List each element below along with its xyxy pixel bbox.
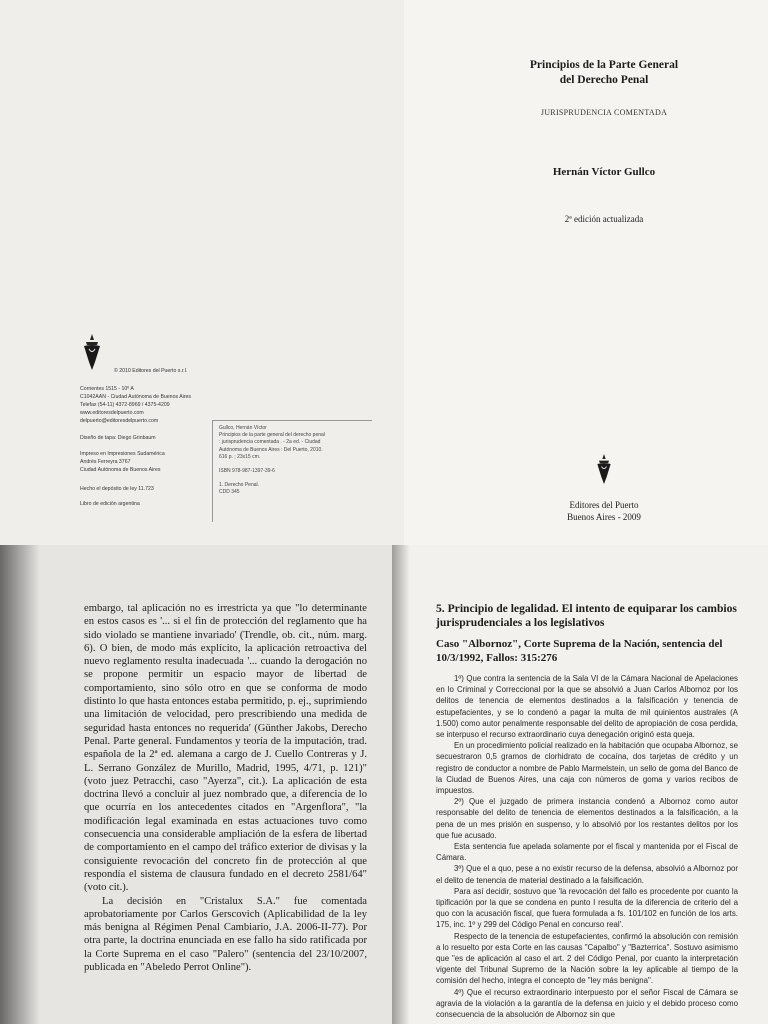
- legal-deposit: Hecho el depósito de ley 11.723: [80, 486, 154, 492]
- section-heading: 5. Principio de legalidad. El intento de equiparar los cambios jurisprudenciales a los legislativos: [436, 602, 737, 629]
- copyright-line: © 2010 Editores del Puerto s.r.l.: [114, 368, 188, 374]
- page-shadow: [0, 545, 40, 1024]
- cip-line: 616 p. ; 23x15 cm.: [219, 453, 261, 460]
- publisher-logo: [80, 332, 104, 372]
- title-page: [404, 0, 768, 545]
- paragraph: 2º) Que el juzgado de primera instancia condenó a Albornoz como autor responsable del delito de tenencia de elementos destinados a la falsificación, a la pena de un mes prisión en suspenso, y lo absolvió por los restantes delitos por los que fue acusado.: [436, 797, 738, 840]
- address-line: Telefax (54-11) 4372-8969 / 4375-4209: [80, 402, 170, 408]
- book-edition: 2ª edición actualizada: [564, 214, 644, 224]
- paragraph: 4º) Que el recurso extraordinario interpuesto por el señor Fiscal de Cámara se agravia de la violación a la garantía de la defensa en juicio y el debido proceso como consecuencia de la absolución de Albornoz sin que: [436, 987, 738, 1020]
- case-title: Caso "Albornoz", Corte Suprema de la Nación, sentencia del 10/3/1992, Fallos: 315:276: [436, 638, 723, 664]
- paragraph: 1º) Que contra la sentencia de la Sala VI de la Cámara Nacional de Apelaciones en lo Criminal y Correccional por la que se absolvió a Juan Carlos Albornoz por los delitos de tenencia de elementos destinados a la falsificación y tenencia de estupefacientes, y se lo condenó a pagar la multa de mil quinientos australes (A 1.500) como autor penalmente responsable del delito de apropiación de cosa perdida, se interpuso el recurso extraordinario cuya denegación originó esta queja.: [436, 674, 738, 740]
- paragraph: En un procedimiento policial realizado en la habitación que ocupaba Albornoz, se secuestraron 0,5 gramos de clorhidrato de cocaína, dos tarjetas de crédito y un registro de conductor a nombre de Pablo Marmelstein, un sello de goma del Banco de la Ciudad de Buenos Aires, una caja con números de goma y varios recibos de impuestos.: [436, 741, 738, 796]
- paragraph: embargo, tal aplicación no es irrestricta ya que "lo determinante en estos casos es '... si el fin de protección del reglamento que ha sido violado se mantiene invariado' (Trendle, ob. cit., núm. marg. 6). O bien, de modo más explícito, la aplicación retroactiva del nuevo reglamento resulta inadecuada '... cuando la derogación no se propone permitir un espacio mayor de libertad de comportamiento, sino sólo otro en que se conforma de modo distinto lo que hasta entonces estaba permitido, p. ej., suprimiendo una limitación de velocidad, pero prescribiendo una medida de seguridad hasta entonces no requerida' (Günther Jakobs, Derecho Penal. Parte general. Fundamentos y teoría de la imputación, trad. española de la 2ª ed. alemana a cargo de J. Cuello Contreras y J. L. Serrano González de Murillo, Madrid, 1995, 4/71, p. 121)" (voto juez Petracchi, caso "Ayerza", cit.). La aplicación de esta doctrina llevó a concluir al juez nombrado que, a diferencia de lo que ocurría en los antecedentes citados en "Argenflora", "la modificación legal examinada en estas actuaciones tuvo como consecuencia una considerable ampliación de la esfera de libertad de comportamiento en el campo del tráfico exterior de divisas y la consiguiente revocación del concreto fin de protección al que respondía el sistema de clausura fundado en el decreto 2581/64" (voto cit.).: [84, 603, 367, 894]
- paragraph: Para así decidir, sostuvo que 'la revocación del fallo es procedente por cuanto la tipificación por la que se condena en punto I resulta de la diferencia de criterio del a quo con la acusación fiscal, que fuera formulada a fs. 101/102 en función de los arts. 175, inc. 1º y 299 del Código Penal en concurso real'.: [436, 886, 738, 930]
- left-page-text: [84, 602, 367, 974]
- cover-design-credit: Diseño de tapa: Diego Grinbaum: [80, 435, 156, 441]
- printing-line: Impreso en Impresiones Sudamérica: [80, 451, 165, 457]
- cip-line: Gullco, Hernán Víctor: [219, 425, 267, 431]
- paragraph: 3º) Que el a quo, pese a no existir recurso de la defensa, absolvió a Albornoz por el delito de tenencia de material destinado a la falsificación.: [436, 864, 738, 885]
- address-line: delpuerto@editoresdelpuerto.com: [80, 418, 159, 424]
- printing-block: [80, 450, 165, 474]
- cip-line: : jurisprudencia comentada . - 2a ed. - Ciudad: [219, 439, 321, 446]
- cip-line: Principios de la parte general del derecho penal: [219, 432, 325, 439]
- cip-line: 1. Derecho Penal.: [219, 482, 260, 489]
- address-line: C1042AAN - Ciudad Autónoma de Buenos Aires: [80, 394, 192, 400]
- book-title: [494, 58, 714, 88]
- address-line: Corrientes 1515 - 10º A: [80, 386, 134, 392]
- publisher-logo: [594, 452, 614, 486]
- paragraph: La decisión en "Cristalux S.A." fue comentada aprobatoriamente por Carlos Gerscovich (Aplicabilidad de la ley más benigna al Régimen Penal Cambiario, J.A. 2006-II-77). Por otra parte, la doctrina enunciada en ese fallo ha sido ratificada por la Corte Suprema en el caso "Palero" (sentencia del 23/10/2007, publicada en "Abeledo Perrot Online").: [84, 895, 367, 974]
- cip-record: [212, 420, 372, 522]
- case-text: [436, 673, 738, 1020]
- book-title-line: del Derecho Penal: [559, 74, 649, 86]
- cip-isbn: ISBN 978-987-1397-39-6: [219, 468, 275, 475]
- paragraph: Respecto de la tenencia de estupefacientes, confirmó la absolución con remisión a lo resuelto por esta Corte en las causas "Capalbo" y "Bazterrica". Sostuvo asimismo que "es de aplicación al caso el art. 2 del Código Penal, por cuanto la interpretación vigente del Tribunal Supremo de la Nación sobre la ley aplicable al tiempo de la comisión del hecho, integra el concepto de "ley más benigna".: [436, 931, 738, 986]
- printing-line: Ciudad Autónoma de Buenos Aires: [80, 467, 161, 473]
- cip-line: CDD 345: [219, 489, 240, 496]
- publisher-name: Editores del Puerto: [569, 500, 639, 510]
- address-block: [80, 385, 191, 425]
- edition-origin: Libro de edición argentina: [80, 501, 140, 507]
- text-page-left: [0, 545, 392, 1024]
- book-author: Hernán Víctor Gullco: [552, 166, 656, 178]
- paragraph: Esta sentencia fue apelada solamente por el fiscal y mantenida por el Fiscal de Cámara.: [436, 842, 738, 863]
- cip-line: Autónoma de Buenos Aires : Del Puerto, 2010.: [219, 446, 323, 453]
- book-subtitle: JURISPRUDENCIA COMENTADA: [540, 108, 668, 117]
- gutter-shadow: [392, 545, 410, 1024]
- book-title-line: Principios de la Parte General: [529, 59, 679, 71]
- printing-line: Andrés Ferreyra 3767: [80, 459, 131, 465]
- text-page-right: [392, 545, 768, 1024]
- copyright-page: [0, 0, 404, 545]
- publisher-place-year: Buenos Aires - 2009: [567, 512, 641, 522]
- address-line: www.editoresdelpuerto.com: [80, 410, 144, 416]
